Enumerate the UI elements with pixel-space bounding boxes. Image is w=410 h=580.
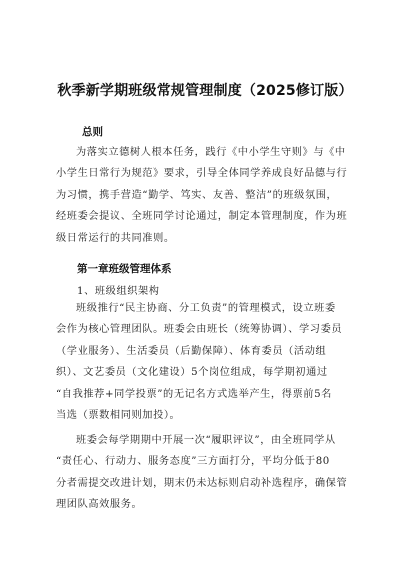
section-p2-line-1: 班委会每学期期中开展一次“履职评议”，由全班同学从 [76, 435, 336, 446]
general-line-2: 小学生日常行为规范》要求，引导全体同学养成良好品德与行 [56, 168, 348, 180]
chapter-heading: 第一章班级管理体系 [77, 263, 172, 275]
section-p2-line-2: “责任心、行动力、服务态度”三方面打分，平均分低于80 [56, 456, 330, 468]
general-paragraph [56, 142, 356, 249]
section-paragraph-2 [56, 430, 356, 516]
section-p1-line-2: 会作为核心管理团队。班委会由班长（统筹协调）、学习委员 [56, 324, 343, 336]
section-p1-line-6: 当选（票数相同则加投）。 [56, 410, 181, 422]
section-p2-line-3: 分者需提交改进计划，期末仍未达标则启动补选程序，确保管 [56, 477, 348, 489]
general-line-4: 经班委会提议、全班同学讨论通过，制定本管理制度，作为班 [56, 211, 348, 223]
general-heading: 总则 [82, 126, 103, 138]
general-line-5: 级日常运行的共同准则。 [56, 232, 175, 244]
document-title: 秋季新学期班级常规管理制度（2025修订版） [57, 83, 353, 99]
general-line-3: 为习惯，携手营造“勤学、笃实、友善、整洁”的班级氛围， [56, 189, 338, 201]
section-p1-line-4: 织）、文艺委员（文化建设）5个岗位组成，每学期初通过 [56, 367, 328, 379]
section-p2-line-4: 理团队高效服务。 [56, 499, 143, 511]
section-paragraph-1 [56, 298, 356, 426]
general-line-1: 为落实立德树人根本任务，践行《中小学生守则》与《中 [76, 147, 346, 158]
section-p1-line-1: 班级推行“民主协商、分工负责”的管理模式，设立班委 [76, 303, 336, 314]
section-p1-line-3: （学业服务）、生活委员（后勤保障）、体育委员（活动组 [56, 345, 327, 357]
section-heading: 1、班级组织架构 [77, 286, 160, 297]
section-p1-line-5: “自我推荐+同学投票”的无记名方式选举产生，得票前5名 [56, 388, 332, 400]
